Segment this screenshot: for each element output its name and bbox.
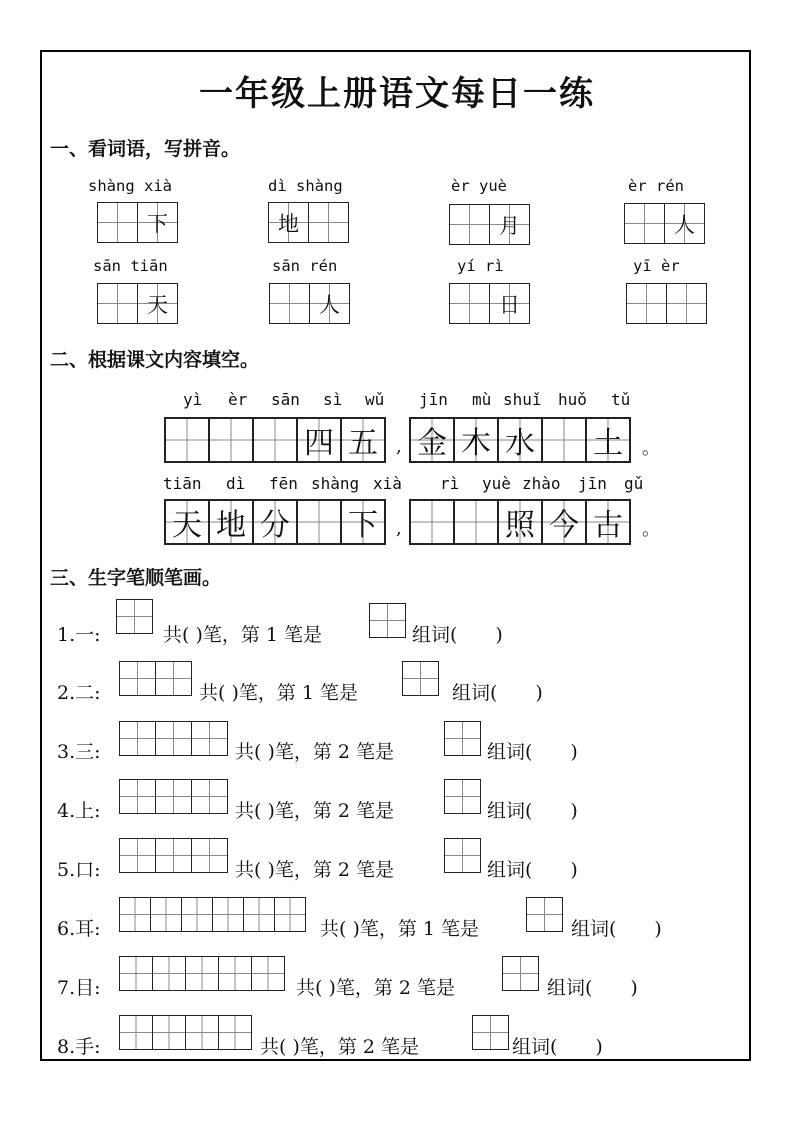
fill-in-grid[interactable]: [166, 417, 386, 463]
grid-cell[interactable]: [624, 203, 665, 244]
grid-cell[interactable]: [155, 838, 192, 873]
grid-cell[interactable]: [191, 838, 228, 873]
grid-cell[interactable]: [181, 897, 213, 932]
grid-cell[interactable]: [453, 499, 499, 545]
pinyin-syllable: dì: [226, 474, 246, 493]
pinyin-syllable: sān: [271, 390, 300, 409]
grid-cell[interactable]: [97, 202, 138, 243]
grid-cell[interactable]: [164, 417, 210, 463]
stroke-count-prompt: 共( )笔，第 2 笔是: [260, 1036, 420, 1058]
stroke-count-prompt: 共( )笔，第 2 笔是: [296, 977, 456, 999]
grid-cell[interactable]: [402, 661, 439, 696]
grid-cell[interactable]: [502, 956, 539, 991]
word-prompt: 组词( ): [412, 624, 503, 646]
comma: ,: [396, 518, 402, 539]
stroke-answer-box[interactable]: [502, 956, 539, 991]
grid-cell[interactable]: [155, 779, 192, 814]
grid-cell[interactable]: [119, 897, 151, 932]
grid-cell[interactable]: [369, 603, 406, 638]
pinyin-syllable: jīn: [419, 390, 448, 409]
stroke-answer-box[interactable]: [369, 603, 406, 638]
grid-cell[interactable]: 人: [664, 203, 705, 244]
answer-grid[interactable]: [449, 204, 530, 245]
period: 。: [642, 438, 660, 459]
pinyin-syllable: fēn: [269, 474, 298, 493]
row-label: 3.三:: [57, 741, 101, 763]
pinyin-syllable: rì: [440, 474, 460, 493]
stroke-count-prompt: 共( )笔，第 2 笔是: [235, 800, 395, 822]
grid-cell[interactable]: 地: [268, 202, 309, 243]
pinyin-label: èr rén: [628, 177, 684, 195]
grid-cell[interactable]: [296, 499, 342, 545]
stroke-answer-box[interactable]: [472, 1015, 509, 1050]
grid-cell[interactable]: 日: [489, 283, 530, 324]
grid-cell[interactable]: [191, 721, 228, 756]
pinyin-syllable: tiān: [163, 474, 202, 493]
grid-cell[interactable]: 古: [585, 499, 631, 545]
word-prompt: 组词( ): [571, 918, 662, 940]
pinyin-syllable: wǔ: [365, 390, 385, 409]
grid-cell[interactable]: 水: [497, 417, 543, 463]
grid-cell[interactable]: [449, 204, 490, 245]
grid-cell[interactable]: [444, 838, 481, 873]
fill-in-grid[interactable]: [166, 499, 386, 545]
grid-cell[interactable]: [444, 779, 481, 814]
grid-cell[interactable]: [208, 417, 254, 463]
pinyin-syllable: jīn: [578, 474, 607, 493]
grid-cell[interactable]: [449, 283, 490, 324]
word-prompt: 组词( ): [487, 800, 578, 822]
grid-cell[interactable]: [626, 283, 667, 324]
grid-cell[interactable]: [119, 661, 156, 696]
grid-cell[interactable]: 木: [453, 417, 499, 463]
stroke-answer-box[interactable]: [444, 838, 481, 873]
grid-cell[interactable]: [252, 417, 298, 463]
answer-grid[interactable]: [97, 202, 178, 243]
row-label: 6.耳:: [57, 918, 101, 940]
grid-cell[interactable]: [119, 1015, 153, 1050]
word-prompt: 组词( ): [487, 859, 578, 881]
pinyin-syllable: yì: [183, 390, 203, 409]
grid-cell[interactable]: 天: [137, 283, 178, 324]
word-prompt: 组词( ): [512, 1036, 603, 1058]
pinyin-syllable: èr: [228, 390, 248, 409]
stroke-answer-box[interactable]: [444, 779, 481, 814]
grid-cell[interactable]: 地: [208, 499, 254, 545]
word-prompt: 组词( ): [547, 977, 638, 999]
grid-cell[interactable]: [444, 721, 481, 756]
grid-cell[interactable]: [152, 956, 186, 991]
row-label: 8.手:: [57, 1036, 101, 1058]
grid-cell[interactable]: 分: [252, 499, 298, 545]
stroke-grid[interactable]: [119, 661, 192, 696]
pinyin-syllable: shuǐ: [503, 390, 542, 409]
pinyin-syllable: sì: [323, 390, 343, 409]
answer-grid[interactable]: [626, 283, 707, 324]
stroke-grid[interactable]: [119, 897, 306, 932]
grid-cell[interactable]: [119, 779, 156, 814]
grid-cell[interactable]: [119, 838, 156, 873]
pinyin-syllable: mù: [472, 390, 492, 409]
stroke-grid[interactable]: [116, 599, 153, 634]
pinyin-syllable: shàng: [311, 474, 360, 493]
grid-cell[interactable]: [218, 956, 252, 991]
comma: ,: [396, 436, 402, 457]
grid-cell[interactable]: 人: [309, 283, 350, 324]
stroke-grid[interactable]: [119, 956, 285, 991]
word-prompt: 组词( ): [487, 741, 578, 763]
answer-grid[interactable]: [624, 203, 705, 244]
stroke-grid[interactable]: [119, 1015, 252, 1050]
grid-cell[interactable]: [97, 283, 138, 324]
answer-grid[interactable]: [268, 202, 349, 243]
pinyin-syllable: yuè: [482, 474, 511, 493]
fill-in-grid[interactable]: [411, 417, 631, 463]
grid-cell[interactable]: 照: [497, 499, 543, 545]
stroke-count-prompt: 共( )笔，第 1 笔是: [199, 682, 359, 704]
row-label: 5.口:: [57, 859, 101, 881]
stroke-count-prompt: 共( )笔，第 2 笔是: [235, 859, 395, 881]
grid-cell[interactable]: [666, 283, 707, 324]
stroke-count-prompt: 共( )笔，第 1 笔是: [320, 918, 480, 940]
pinyin-syllable: zhào: [522, 474, 561, 493]
stroke-answer-box[interactable]: [526, 897, 563, 932]
pinyin-syllable: tǔ: [611, 390, 631, 409]
grid-cell[interactable]: [472, 1015, 509, 1050]
pinyin-label: shàng xià: [88, 177, 172, 195]
grid-cell[interactable]: [155, 661, 192, 696]
pinyin-label: yí rì: [457, 257, 504, 275]
stroke-count-prompt: 共( )笔，第 2 笔是: [235, 741, 395, 763]
grid-cell[interactable]: [526, 897, 563, 932]
stroke-answer-box[interactable]: [444, 721, 481, 756]
section2-heading: 二、根据课文内容填空。: [50, 349, 260, 371]
pinyin-syllable: xià: [373, 474, 402, 493]
grid-cell[interactable]: [251, 956, 285, 991]
pinyin-label: dì shàng: [268, 177, 343, 195]
stroke-grid[interactable]: [119, 721, 228, 756]
grid-cell[interactable]: [191, 779, 228, 814]
answer-grid[interactable]: [269, 283, 350, 324]
stroke-grid[interactable]: [119, 779, 228, 814]
section3-heading: 三、生字笔顺笔画。: [50, 567, 222, 589]
grid-cell[interactable]: 今: [541, 499, 587, 545]
stroke-answer-box[interactable]: [402, 661, 439, 696]
section1-heading: 一、看词语，写拼音。: [50, 138, 241, 160]
pinyin-syllable: huǒ: [558, 390, 587, 409]
grid-cell[interactable]: 月: [489, 204, 530, 245]
period: 。: [642, 519, 660, 540]
grid-cell[interactable]: [152, 1015, 186, 1050]
grid-cell[interactable]: [116, 599, 153, 634]
answer-grid[interactable]: [97, 283, 178, 324]
pinyin-label: yī èr: [633, 257, 680, 275]
row-label: 4.上:: [57, 800, 101, 822]
grid-cell[interactable]: 下: [137, 202, 178, 243]
grid-cell[interactable]: 土: [585, 417, 631, 463]
stroke-grid[interactable]: [119, 838, 228, 873]
grid-cell[interactable]: [274, 897, 306, 932]
grid-cell[interactable]: 天: [164, 499, 210, 545]
stroke-count-prompt: 共( )笔，第 1 笔是: [163, 624, 323, 646]
grid-cell[interactable]: [212, 897, 244, 932]
grid-cell[interactable]: [409, 499, 455, 545]
pinyin-syllable: gǔ: [624, 474, 644, 493]
word-prompt: 组词( ): [452, 682, 543, 704]
grid-cell[interactable]: 下: [340, 499, 386, 545]
grid-cell[interactable]: [119, 956, 153, 991]
row-label: 7.目:: [57, 977, 101, 999]
grid-cell[interactable]: [243, 897, 275, 932]
grid-cell[interactable]: [119, 721, 156, 756]
page-title: 一年级上册语文每日一练: [199, 74, 595, 114]
grid-cell[interactable]: [185, 956, 219, 991]
grid-cell[interactable]: [185, 1015, 219, 1050]
grid-cell[interactable]: [218, 1015, 252, 1050]
row-label: 2.二:: [57, 682, 101, 704]
grid-cell[interactable]: [541, 417, 587, 463]
pinyin-label: sān rén: [272, 257, 338, 275]
fill-in-grid[interactable]: [411, 499, 631, 545]
grid-cell[interactable]: 金: [409, 417, 455, 463]
pinyin-label: èr yuè: [451, 177, 507, 195]
grid-cell[interactable]: [150, 897, 182, 932]
row-label: 1.一:: [57, 624, 101, 646]
grid-cell[interactable]: [155, 721, 192, 756]
pinyin-label: sān tiān: [93, 257, 168, 275]
grid-cell[interactable]: [269, 283, 310, 324]
grid-cell[interactable]: 四: [296, 417, 342, 463]
answer-grid[interactable]: [449, 283, 530, 324]
grid-cell[interactable]: [308, 202, 349, 243]
grid-cell[interactable]: 五: [340, 417, 386, 463]
